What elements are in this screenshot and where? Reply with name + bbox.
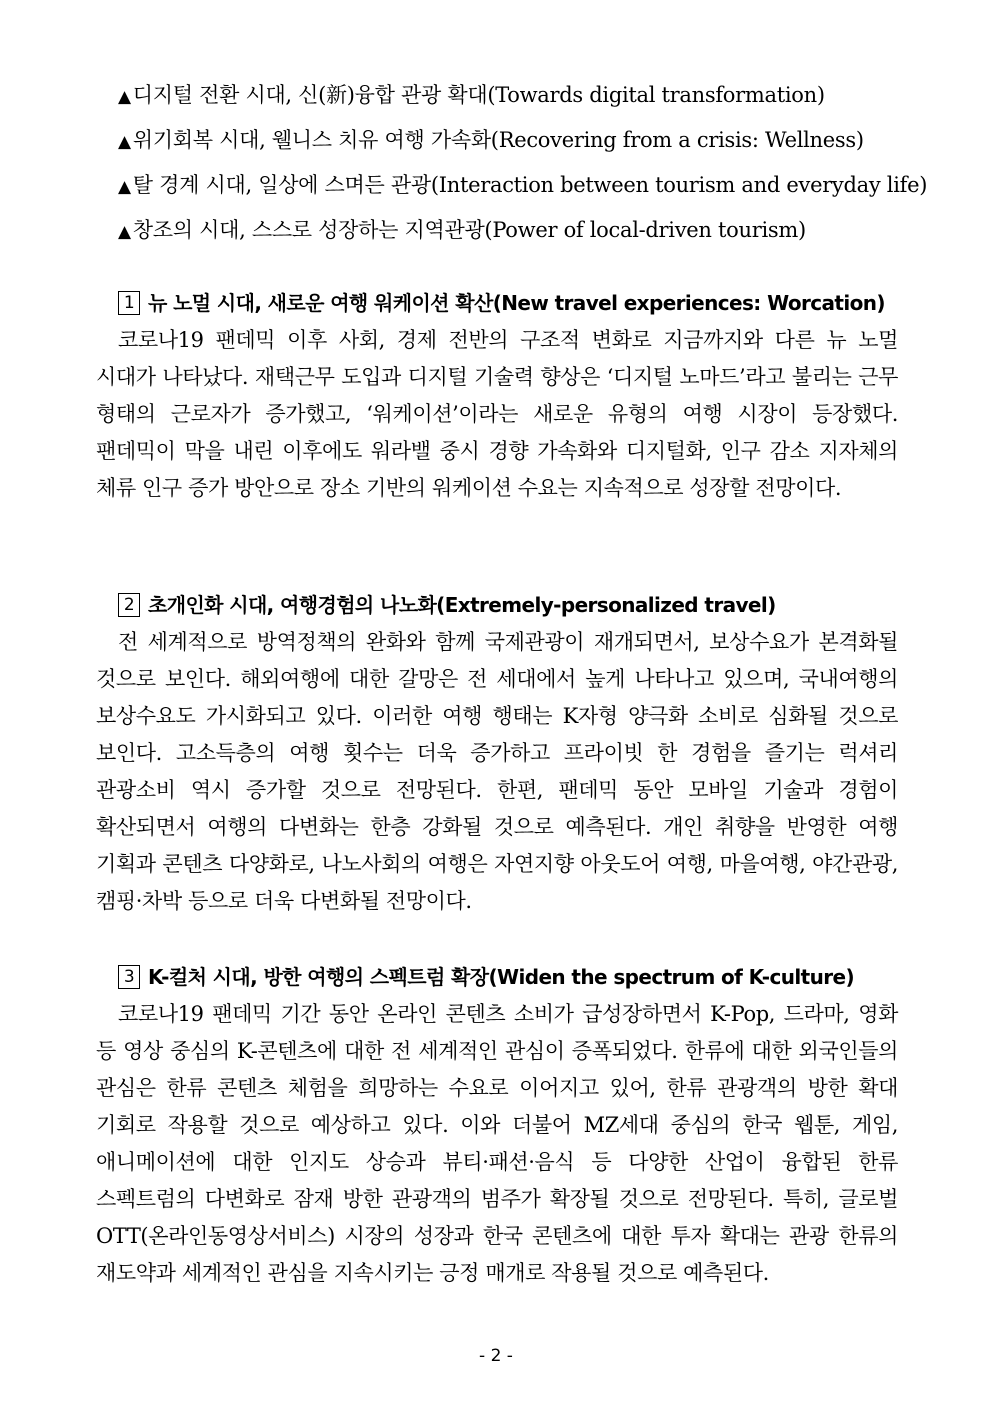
bullet-item (118, 119, 918, 164)
section-number-box: 1 (118, 291, 140, 315)
triangle-icon: ▲ (118, 177, 131, 197)
triangle-icon: ▲ (118, 87, 131, 107)
section-2 (96, 590, 898, 920)
section-body: 코로나19 팬데믹 이후 사회, 경제 전반의 구조적 변화로 지금까지와 다른 뉴 노멀 시대가 나타났다. 재택근무 도입과 디지털 기술력 향상은 ‘디지털 노마드’라고 불리는 근무 형태의 근로자가 증가했고, ‘워케이션’이라는 새로운 유형의 여행 시장이 등장했다. 팬데믹이 막을 내린 이후에도 워라밸 중시 경향 가속화와 디지털화, 인구 감소 지자체의 체류 인구 증가 방안으로 장소 기반의 워케이션 수요는 지속적으로 성장할 전망이다. (96, 328, 898, 500)
section-title: K-컬처 시대, 방한 여행의 스펙트럼 확장(Widen the spectrum of K-culture) (148, 965, 855, 989)
section-body: 코로나19 팬데믹 기간 동안 온라인 콘텐츠 소비가 급성장하면서 K-Pop, 드라마, 영화 등 영상 중심의 K-콘텐츠에 대한 전 세계적인 관심이 증폭되었다. 한류에 대한 외국인들의 관심은 한류 콘텐츠 체험을 희망하는 수요로 이어지고 있어, 한류 관광객의 방한 확대 기회로 작용할 것으로 예상하고 있다. 이와 더불어 MZ세대 중심의 한국 웹툰, 게임, 애니메이션에 대한 인지도 상승과 뷰티·패션·음식 등 다양한 산업이 융합된 한류 스펙트럼의 다변화로 잠재 방한 관광객의 범주가 확장될 것으로 전망된다. 특히, 글로벌 OTT(온라인동영상서비스) 시장의 성장과 한국 콘텐츠에 대한 투자 확대는 관광 한류의 재도약과 세계적인 관심을 지속시키는 긍정 매개로 작용될 것으로 예측된다. (96, 1002, 898, 1285)
bullet-item (118, 74, 918, 119)
section-1 (96, 288, 898, 507)
section-number-box: 3 (118, 965, 140, 989)
triangle-icon: ▲ (118, 132, 131, 152)
bullet-text: 탈 경계 시대, 일상에 스며든 관광(Interaction between tourism and everyday life) (132, 173, 928, 197)
bullet-item (118, 164, 928, 209)
bullet-list (118, 74, 928, 254)
section-number-box: 2 (118, 593, 140, 617)
section-title: 초개인화 시대, 여행경험의 나노화(Extremely-personalized travel) (148, 593, 776, 617)
section-3 (96, 962, 898, 1292)
section-heading (118, 590, 898, 620)
triangle-icon: ▲ (118, 222, 131, 242)
bullet-text: 창조의 시대, 스스로 성장하는 지역관광(Power of local-driven tourism) (132, 218, 806, 242)
page-number: - 2 - (479, 1346, 513, 1366)
section-heading (118, 288, 898, 318)
section-body: 전 세계적으로 방역정책의 완화와 함께 국제관광이 재개되면서, 보상수요가 본격화될 것으로 보인다. 해외여행에 대한 갈망은 전 세대에서 높게 나타나고 있으며, 국내여행의 보상수요도 가시화되고 있다. 이러한 여행 행태는 K자형 양극화 소비로 심화될 것으로 보인다. 고소득층의 여행 횟수는 더욱 증가하고 프라이빗 한 경험을 즐기는 럭셔리 관광소비 역시 증가할 것으로 전망된다. 한편, 팬데믹 동안 모바일 기술과 경험이 확산되면서 여행의 다변화는 한층 강화될 것으로 예측된다. 개인 취향을 반영한 여행 기획과 콘텐츠 다양화로, 나노사회의 여행은 자연지향 아웃도어 여행, 마을여행, 야간관광, 캠핑·차박 등으로 더욱 다변화될 전망이다. (96, 630, 898, 913)
bullet-text: 위기회복 시대, 웰니스 치유 여행 가속화(Recovering from a crisis: Wellness) (132, 128, 864, 152)
section-title: 뉴 노멀 시대, 새로운 여행 워케이션 확산(New travel experiences: Worcation) (148, 291, 885, 315)
section-heading (118, 962, 898, 992)
bullet-item (118, 209, 918, 254)
bullet-text: 디지털 전환 시대, 신(新)융합 관광 확대(Towards digital transformation) (132, 83, 825, 107)
